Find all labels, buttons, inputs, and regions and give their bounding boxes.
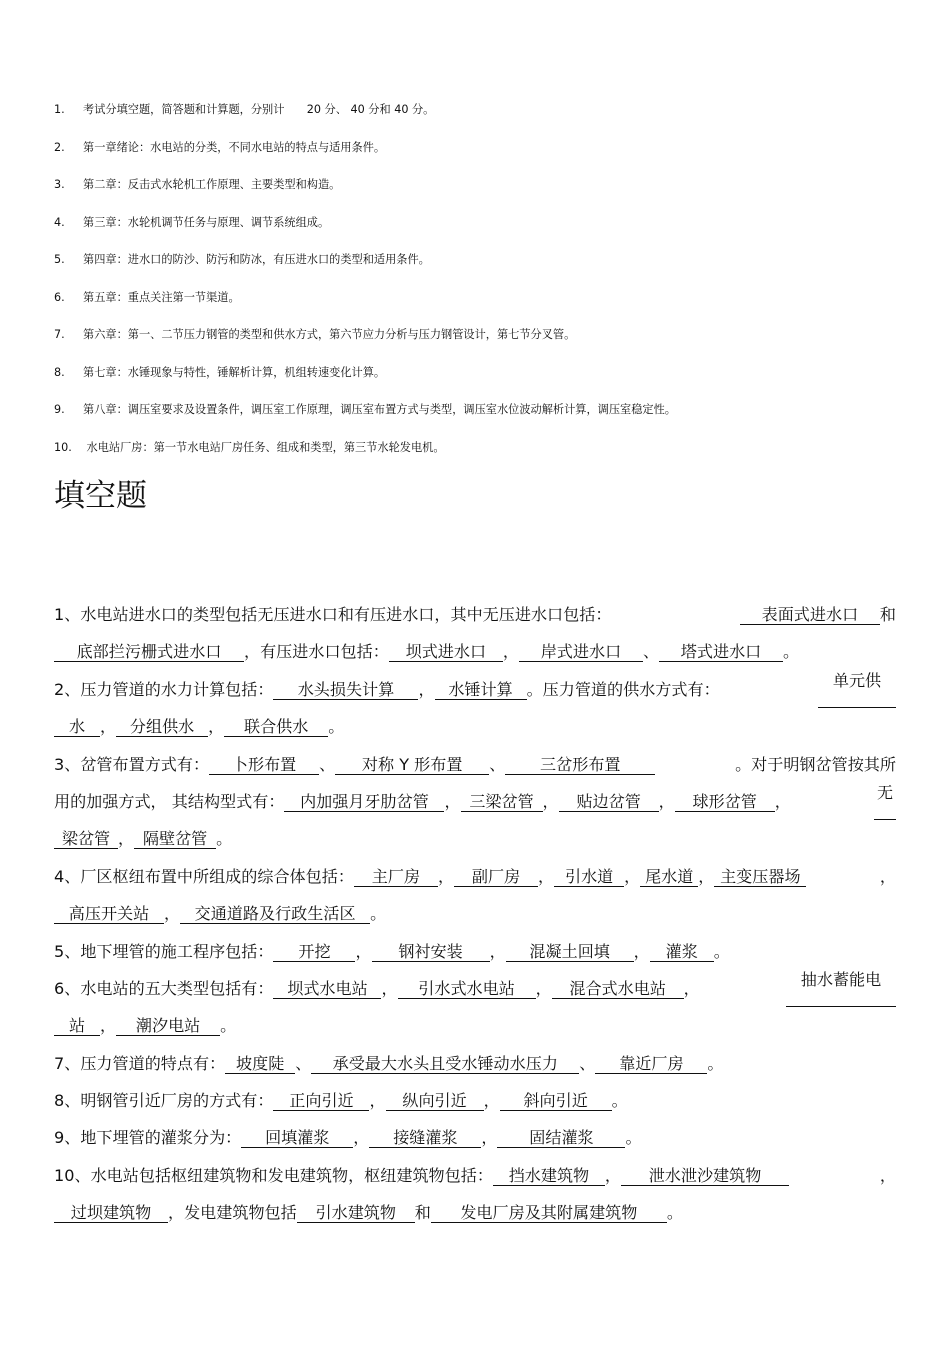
answer-blank: 内加强月牙肋岔管 <box>284 792 444 812</box>
answer-blank: 回填灌浆 <box>241 1128 353 1148</box>
answer-blank: 钢衬安装 <box>372 942 490 962</box>
fill-in-questions <box>54 596 896 1232</box>
outline-item: 8. 第七章：水锤现象与特性，锤解析计算，机组转速变化计算。 <box>54 366 386 379</box>
outline-item: 2. 第一章绪论：水电站的分类，不同水电站的特点与适用条件。 <box>54 141 386 154</box>
answer-blank: 正向引近 <box>273 1091 369 1111</box>
question-2: 2、压力管道的水力计算包括： 水头损失计算 ， 水锤计算 。压力管道的供水方式有： 单元供 水 ， 分组供水 ， 联合供水 。 <box>54 671 896 746</box>
question-5: 5、地下埋管的施工程序包括： 开挖 ， 钢衬安装 ， 混凝土回填 ， 灌浆 。 <box>54 941 730 961</box>
answer-blank: 混合式水电站 <box>552 979 684 999</box>
answer-blank: 表面式进水口 <box>740 605 880 625</box>
answer-blank: 挡水建筑物 <box>493 1166 605 1186</box>
question-3: 3、岔管布置方式有： 卜形布置 、 对称 Y 形布置 、 三岔形布置 。对于明钢岔管按其所 用的加强方式， 其结构型式有： 内加强月牙肋岔管 ， 三梁岔管 ， 贴边岔管 ， 球形岔管 ， 无 梁岔管 ， 隔壁岔管 。 <box>54 754 896 849</box>
answer-blank: 水头损失计算 <box>273 680 418 700</box>
answer-blank: 水锤计算 <box>435 680 527 700</box>
answer-blank: 无 <box>874 783 896 820</box>
answer-blank: 过坝建筑物 <box>54 1203 168 1223</box>
answer-blank: 斜向引近 <box>500 1091 612 1111</box>
answer-blank: 主厂房 <box>354 867 438 887</box>
outline-item: 6. 第五章：重点关注第一节渠道。 <box>54 291 240 304</box>
answer-blank: 坝式水电站 <box>273 979 381 999</box>
answer-blank: 对称 Y 形布置 <box>335 755 489 775</box>
answer-blank: 三岔形布置 <box>505 755 655 775</box>
answer-blank: 混凝土回填 <box>506 942 634 962</box>
answer-blank: 固结灌浆 <box>497 1128 625 1148</box>
answer-blank: 主变压器场 <box>714 867 806 887</box>
answer-blank: 分组供水 <box>116 717 208 737</box>
answer-blank: 水 <box>54 717 100 737</box>
question-8: 8、明钢管引近厂房的方式有： 正向引近 ， 纵向引近 ， 斜向引近 。 <box>54 1091 628 1111</box>
answer-blank: 引水式水电站 <box>398 979 536 999</box>
answer-blank: 靠近厂房 <box>595 1054 707 1074</box>
question-10: 10、水电站包括枢纽建筑物和发电建筑物，枢纽建筑物包括： 挡水建筑物 ， 泄水泄沙建筑物 ， 过坝建筑物 ，发电建筑物包括 引水建筑物 和 发电厂房及其附属建筑物 。 <box>54 1165 896 1223</box>
answer-blank: 副厂房 <box>454 867 538 887</box>
outline-item: 9. 第八章：调压室要求及设置条件，调压室工作原理，调压室布置方式与类型，调压室水位波动解析计算，调压室稳定性。 <box>54 403 676 416</box>
outline-item: 10. 水电站厂房：第一节水电站厂房任务、组成和类型，第三节水轮发电机。 <box>54 441 445 454</box>
outline-item: 1. 考试分填空题，简答题和计算题，分别计 20 分、 40 分和 40 分。 <box>54 103 435 116</box>
answer-blank: 接缝灌浆 <box>369 1128 481 1148</box>
answer-blank: 三梁岔管 <box>461 792 543 812</box>
question-4: 4、厂区枢纽布置中所组成的综合体包括： 主厂房 ， 副厂房 ， 引水道 ， 尾水道 ， 主变压器场 ， 高压开关站 ， 交通道路及行政生活区 。 <box>54 866 896 924</box>
answer-blank: 尾水道 <box>640 867 698 887</box>
answer-blank: 泄水泄沙建筑物 <box>621 1166 789 1186</box>
answer-blank: 发电厂房及其附属建筑物 <box>431 1203 667 1223</box>
answer-blank: 引水道 <box>554 867 624 887</box>
outline-item: 5. 第四章：进水口的防沙、防污和防冰，有压进水口的类型和适用条件。 <box>54 253 430 266</box>
answer-blank: 塔式进水口 <box>659 642 783 662</box>
answer-blank: 站 <box>54 1016 100 1036</box>
outline-item: 7. 第六章：第一、二节压力钢管的类型和供水方式，第六节应力分析与压力钢管设计，第七节分叉管。 <box>54 328 576 341</box>
answer-blank: 承受最大水头且受水锤动水压力 <box>311 1054 579 1074</box>
answer-blank: 贴边岔管 <box>559 792 659 812</box>
answer-blank: 单元供 <box>818 671 896 708</box>
answer-blank: 岸式进水口 <box>519 642 643 662</box>
answer-blank: 灌浆 <box>650 942 714 962</box>
answer-blank: 梁岔管 <box>54 829 118 849</box>
answer-blank: 联合供水 <box>224 717 328 737</box>
answer-blank: 坡度陡 <box>225 1054 295 1074</box>
answer-blank: 抽水蓄能电 <box>786 970 896 1007</box>
section-title: 填空题 <box>54 478 147 514</box>
answer-blank: 底部拦污栅式进水口 <box>54 642 244 662</box>
question-9: 9、地下埋管的灌浆分为： 回填灌浆 ， 接缝灌浆 ， 固结灌浆 。 <box>54 1128 642 1148</box>
answer-blank: 交通道路及行政生活区 <box>180 904 370 924</box>
answer-blank: 引水建筑物 <box>297 1203 415 1223</box>
question-7: 7、压力管道的特点有： 坡度陡 、 承受最大水头且受水锤动水压力 、 靠近厂房 。 <box>54 1053 724 1073</box>
answer-blank: 坝式进水口 <box>389 642 503 662</box>
answer-blank: 高压开关站 <box>54 904 164 924</box>
answer-blank: 潮汐电站 <box>116 1016 220 1036</box>
outline-item: 4. 第三章：水轮机调节任务与原理、调节系统组成。 <box>54 216 330 229</box>
answer-blank: 纵向引近 <box>386 1091 484 1111</box>
answer-blank: 球形岔管 <box>675 792 775 812</box>
answer-blank: 开挖 <box>273 942 355 962</box>
answer-blank: 隔壁岔管 <box>134 829 216 849</box>
answer-blank: 卜形布置 <box>209 755 319 775</box>
outline-item: 3. 第二章：反击式水轮机工作原理、主要类型和构造。 <box>54 178 341 191</box>
question-6: 6、水电站的五大类型包括有： 坝式水电站 ， 引水式水电站 ， 混合式水电站 ， 抽水蓄能电 站 ， 潮汐电站 。 <box>54 970 896 1045</box>
question-1: 1、水电站进水口的类型包括无压进水口和有压进水口，其中无压进水口包括： 表面式进水口 和 底部拦污栅式进水口 ，有压进水口包括： 坝式进水口 ， 岸式进水口 、 塔式进水口 。 <box>54 605 896 662</box>
